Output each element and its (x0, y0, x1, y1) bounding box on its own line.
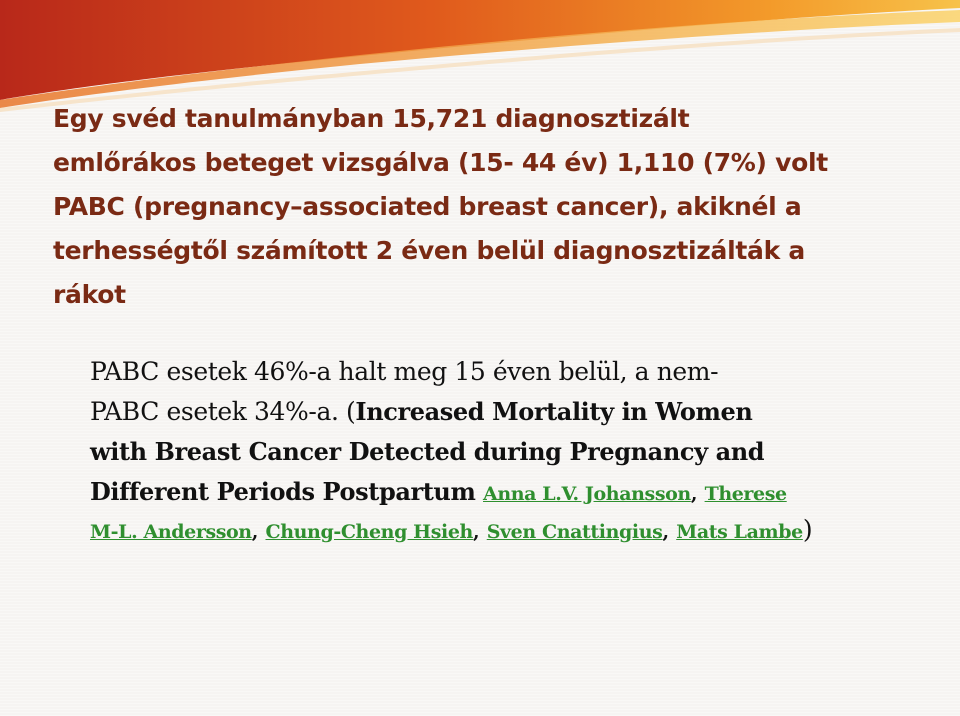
author-link-lambe[interactable]: Mats Lambe (676, 521, 803, 543)
author-link-johansson[interactable]: Anna L.V. Johansson (483, 483, 691, 505)
citation-title-part-1: Increased Mortality in Women (355, 397, 753, 426)
sub-line-1: PABC esetek 46%-a halt meg 15 éven belül, a nem- (90, 357, 719, 386)
main-line-1: Egy svéd tanulmányban 15,721 diagnosztizált (53, 104, 690, 133)
author-separator: , (690, 483, 698, 505)
citation-title-part-3: Different Periods Postpartum (90, 477, 476, 506)
main-paragraph (53, 97, 913, 317)
main-line-4: terhességtől számított 2 éven belül diagnosztizálták a (53, 236, 805, 265)
author-link-andersson-part-1[interactable]: Therese (704, 483, 787, 505)
author-link-cnattingius[interactable]: Sven Cnattingius (486, 521, 663, 543)
author-separator: , (472, 521, 480, 543)
main-line-2: emlőrákos beteget vizsgálva (15- 44 év) 1,110 (7%) volt (53, 148, 828, 177)
closing-paren: ) (802, 515, 813, 544)
author-separator: , (251, 521, 258, 543)
sub-line-2-text: PABC esetek 34%-a. ( (90, 397, 356, 426)
main-line-5: rákot (53, 280, 126, 309)
sub-line-2 (90, 392, 890, 432)
author-link-andersson-part-2[interactable]: M-L. Andersson (90, 521, 252, 543)
sub-line-4 (90, 472, 890, 514)
main-line-3: PABC (pregnancy–associated breast cancer), akiknél a (53, 192, 802, 221)
sub-paragraph (90, 352, 890, 548)
sub-line-5 (90, 514, 890, 548)
citation-title-part-2: with Breast Cancer Detected during Pregnancy and (90, 437, 765, 466)
author-separator: , (662, 521, 669, 543)
author-link-hsieh[interactable]: Chung-Cheng Hsieh (265, 521, 473, 543)
